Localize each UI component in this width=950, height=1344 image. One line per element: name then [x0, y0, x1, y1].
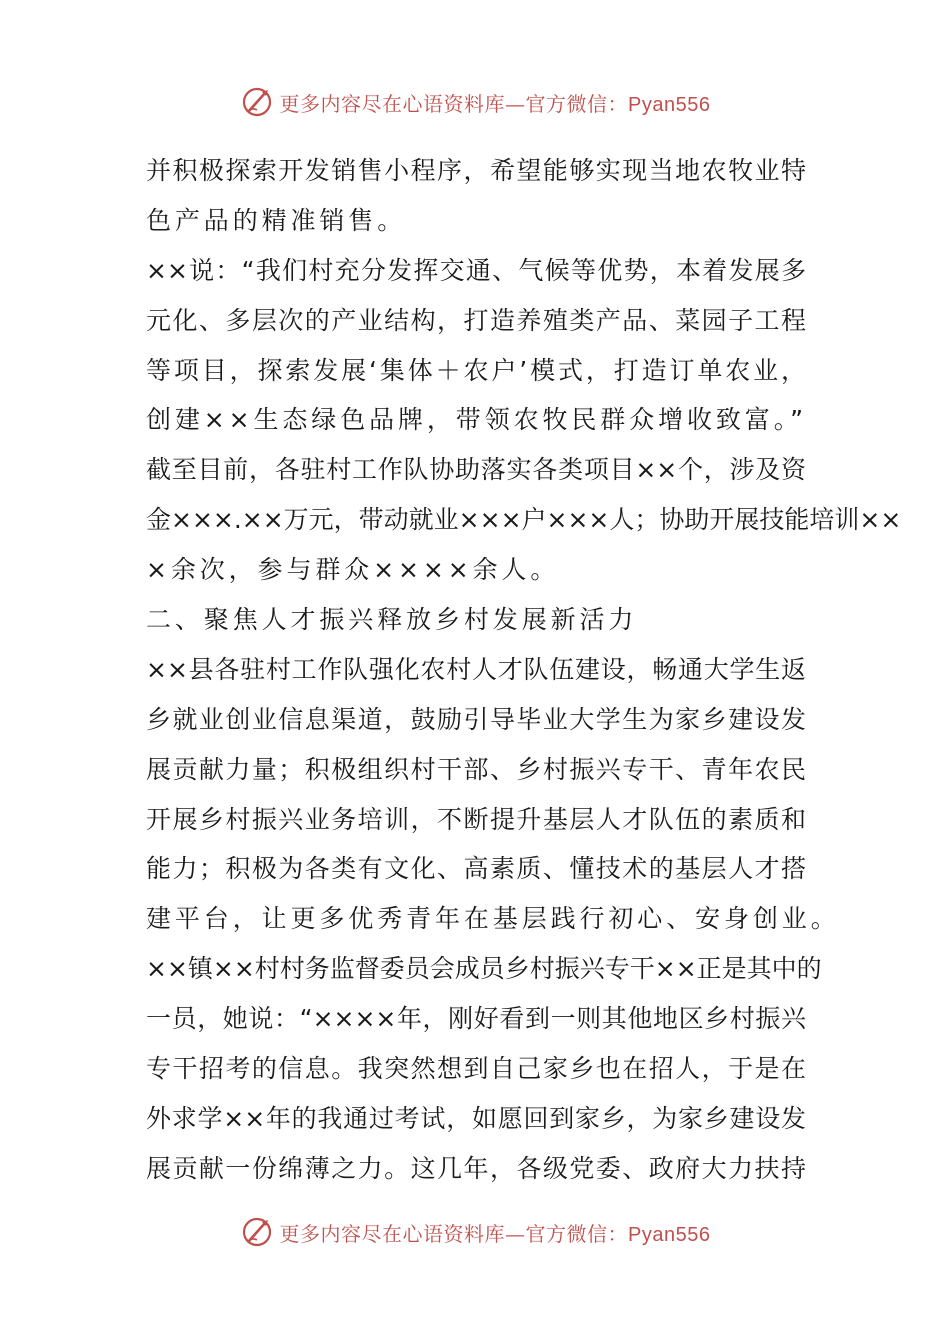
body-line: 截至目前，各驻村工作队协助落实各类项目××个，涉及资 — [146, 455, 806, 485]
pen-logo-icon — [240, 1215, 274, 1249]
body-line: 元化、多层次的产业结构，打造养殖类产品、菜园子工程 — [146, 305, 806, 335]
watermark-label: 更多内容尽在心语资料库—官方微信： — [279, 1221, 629, 1246]
watermark-text — [280, 1218, 711, 1247]
body-line: ××说：“我们村充分发挥交通、气候等优势，本着发展多 — [146, 255, 806, 285]
body-line: 创建××生态绿色品牌，带领农牧民群众增收致富。” — [146, 405, 807, 435]
body-line: 展贡献一份绵薄之力。这几年，各级党委、政府大力扶持 — [146, 1153, 806, 1183]
header-watermark — [0, 82, 950, 122]
body-line: 一员，她说：“××××年，刚好看到一则其他地区乡村振兴 — [146, 1004, 806, 1034]
body-line: 色产品的精准销售。 — [146, 205, 407, 235]
body-line: 建平台，让更多优秀青年在基层践行初心、安身创业。 — [146, 904, 840, 934]
watermark-account: Pyan556 — [628, 1223, 711, 1246]
section-heading: 二、聚焦人才振兴释放乡村发展新活力 — [146, 605, 638, 635]
body-line: 能力；积极为各类有文化、高素质、懂技术的基层人才搭 — [146, 854, 806, 884]
watermark-label: 更多内容尽在心语资料库—官方微信： — [279, 91, 629, 116]
body-line: 专干招考的信息。我突然想到自己家乡也在招人，于是在 — [146, 1054, 806, 1084]
watermark-group — [240, 85, 711, 119]
body-line: 展贡献力量；积极组织村干部、乡村振兴专干、青年农民 — [146, 754, 806, 784]
body-line: ××镇××村村务监督委员会成员乡村振兴专干××正是其中的 — [146, 954, 822, 984]
body-line: ×余次，参与群众××××余人。 — [146, 555, 560, 585]
body-line: 乡就业创业信息渠道，鼓励引导毕业大学生为家乡建设发 — [146, 704, 806, 734]
watermark-account: Pyan556 — [628, 93, 711, 116]
document-body — [146, 146, 902, 1194]
watermark-text — [280, 88, 711, 117]
watermark-group — [240, 1215, 711, 1249]
body-line: 等项目，探索发展‘集体＋农户’模式，打造订单农业， — [146, 355, 806, 385]
body-line: ××县各驻村工作队强化农村人才队伍建设，畅通大学生返 — [146, 654, 806, 684]
footer-watermark — [0, 1212, 950, 1252]
body-line: 开展乡村振兴业务培训，不断提升基层人才队伍的素质和 — [146, 804, 806, 834]
body-line: 外求学××年的我通过考试，如愿回到家乡，为家乡建设发 — [146, 1103, 806, 1133]
pen-logo-icon — [240, 85, 274, 119]
body-line: 并积极探索开发销售小程序，希望能够实现当地农牧业特 — [146, 156, 806, 185]
body-line: 金×××.××万元，带动就业×××户×××人；协助开展技能培训×× — [146, 505, 902, 535]
